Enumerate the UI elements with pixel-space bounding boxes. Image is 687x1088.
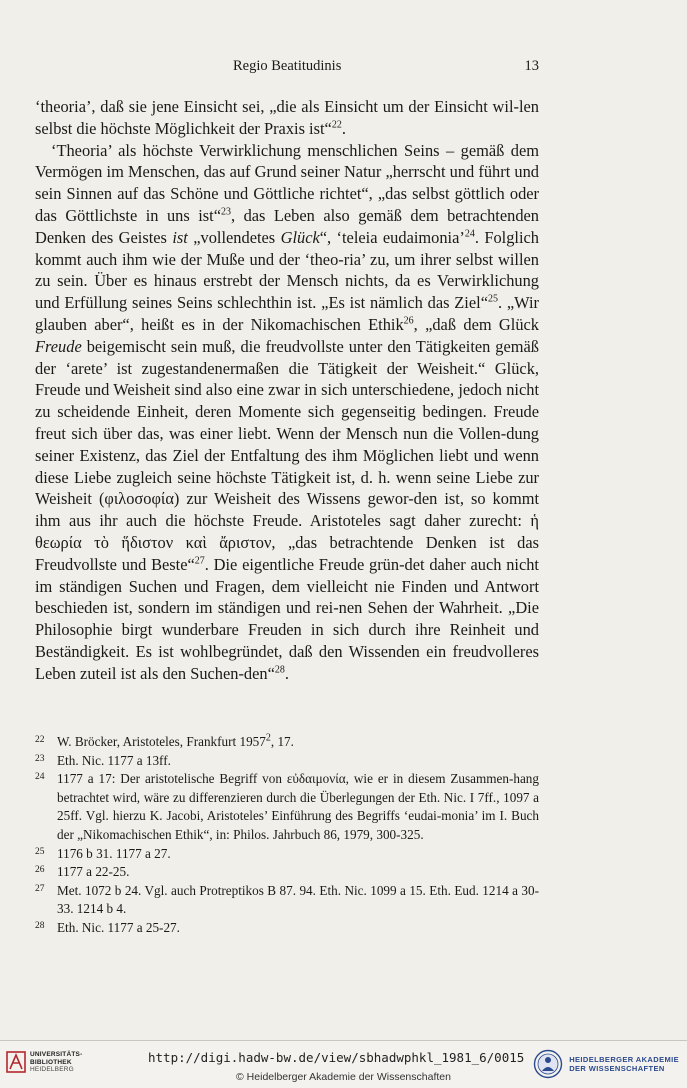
text-run: . Die eigentliche Freude grün-det daher auch nicht im ständigen Suchen und Fragen, dem vielleicht nie Finden und Antwort beschieden ist, sondern im ständigen und rei-nen Sehen der Wahrheit. „Die Philosophie birgt wunderbare Freuden in sich durch ihre Reinheit und Beständigkeit. Es ist wohlbegründet, daß den Wissenden ein freudvolleres Leben zuteil ist als den Suchen-den“ [35,554,539,683]
edition-superscript: 2 [265,732,271,744]
footnote-text: 1176 b 31. 1177 a 27. [57,845,171,861]
paragraph-1 [35,96,539,140]
footnote-text: Eth. Nic. 1177 a 25-27. [57,919,180,935]
running-title: Regio Beatitudinis [233,58,342,74]
library-logo-line: HEIDELBERG [30,1066,74,1073]
footnote-ref: 23 [220,206,231,218]
academy-logo-line: DER WISSENSCHAFTEN [569,1064,665,1073]
library-logo-line: UNIVERSITÄTS- [30,1051,83,1058]
footnote-26 [35,863,539,882]
digitization-footer [0,1040,687,1088]
footnote-22 [35,733,539,752]
main-text [35,96,539,685]
footnote-23 [35,752,539,771]
academy-seal-icon [533,1049,563,1079]
footnote-28 [35,919,539,938]
footnote-text: 1177 a 22-25. [57,864,130,880]
footnote-number: 28 [35,920,45,931]
text-run: „vollendetes [187,227,281,247]
footnote-number: 26 [35,865,45,876]
text-run: , das Leben also gemäß dem betrachtenden Denken des Geistes [35,205,539,247]
footnote-number: 23 [35,753,45,764]
footnote-text: Eth. Nic. 1177 a 13ff. [57,752,171,768]
footnote-ref: 26 [403,315,414,327]
footnote-ref: 28 [274,664,285,676]
academy-logo-line: HEIDELBERGER AKADEMIE [569,1055,679,1064]
footnote-25 [35,845,539,864]
footnote-number: 27 [35,883,45,894]
footnote-27 [35,882,539,919]
text-run: W. Bröcker, Aristoteles, Frankfurt 1957 [57,734,266,749]
footnote-ref: 27 [194,555,205,567]
text-run: beigemischt sein muß, die freudvollste unter den Tätigkeiten gemäß der ‘arete’ ist zugestandenermaßen die Tätigkeit der Weisheit.“ Glück, Freude und Weisheit sind also eine zwar in sich unterschiedene, jedoch nicht zu scheidende Einheit, deren Momente sich gegenseitig bedingen. Freude freut sich über das, was einer liebt. Wenn der Mensch nun die Vollen-dung seiner Existenz, das Ziel der Entfaltung des ihm Möglichen liebt und wenn diese Liebe zugleich seine höchste Tätigkeit ist, d. h. wenn seine Liebe zur Weisheit (φιλοσοφία) zur Weisheit des Wissens gewor-den ist, so kommt ihm aus ihr auch die höchste Freude. Aristoteles sagt daher zurecht: ἡ θεωρία τὸ ἥδιστον καὶ ἄριστον, „das betrachtende Denken ist das Freudvollste und Beste“ [35,336,539,574]
text-run: , 17. [270,734,294,749]
text-run: . [284,663,289,683]
text-run: “, ‘teleia eudaimonia’ [319,227,465,247]
permalink-url[interactable]: http://digi.hadw-bw.de/view/sbhadwphkl_1981_6/0015 [148,1050,525,1065]
footnote-number: 24 [35,772,45,783]
footnote-number: 25 [35,846,45,857]
text-run: ‘Theoria’ als höchste Verwirklichung menschlichen Seins – gemäß dem Vermögen im Menschen, das auf Grund seiner Natur „herrscht und führt und sein Sinnen auf das Schöne und Göttliche richtet“, „das selbst göttlich oder das Göttlichste in uns ist“ [35,140,539,225]
text-run: , „daß dem Glück [413,314,539,334]
text-run: . [341,118,346,138]
text-run: . Folglich kommt auch ihm wie der Muße und der ‘theo-ria’ zu, um ihrer selbst willen zu sein. Über es hinaus erstrebt der Mensch nichts, da es Verwirklichung und Erfüllung seines Seins schlechthin ist. „Es ist nämlich das Ziel“ [35,227,539,313]
text-run: ‘theoria’, daß sie jene Einsicht sei, „die als Einsicht um der Einsicht wil-len selbst die höchste Möglichkeit der Praxis ist“ [35,97,539,138]
paragraph-2 [35,140,539,685]
text-run: . „Wir glauben aber“, heißt es in der Nikomachischen Ethik [35,293,539,334]
footnotes [35,733,539,938]
footnote-24 [35,770,539,844]
footnote-ref: 22 [331,119,342,131]
italic-run: ist [172,227,188,247]
footnote-ref: 24 [464,228,475,240]
academy-logo[interactable] [533,1049,679,1079]
copyright-notice: © Heidelberger Akademie der Wissenschaften [236,1071,451,1083]
footnote-text [57,733,539,752]
library-emblem-icon [6,1051,26,1073]
italic-run: Glück [280,227,320,247]
page-number: 13 [524,58,539,74]
footnote-number: 22 [35,735,45,745]
italic-run: Freude [35,336,82,356]
library-logo-line: BIBLIOTHEK [30,1058,72,1066]
footnote-ref: 25 [487,293,498,305]
footnote-text: Met. 1072 b 24. Vgl. auch Protreptikos B 87. 94. Eth. Nic. 1099 a 15. Eth. Eud. 1214 a 30-33. 1214 b 4. [57,882,539,917]
academy-logo-text [569,1055,679,1073]
footnote-text: 1177 a 17: Der aristotelische Begriff von εὐδαιμονία, wie er in diesem Zusammen-hang betrachtet wird, wäre zu differenzieren durch die Überlegungen der Eth. Nic. I 7ff., 1097 a 25ff. Vgl. hierzu K. Jacobi, Aristoteles’ Einführung des Begriffs ‘eudai-monia’ im I. Buch der „Nikomachischen Ethik“, in: Philos. Jahrbuch 86, 1979, 300-325. [57,771,539,842]
